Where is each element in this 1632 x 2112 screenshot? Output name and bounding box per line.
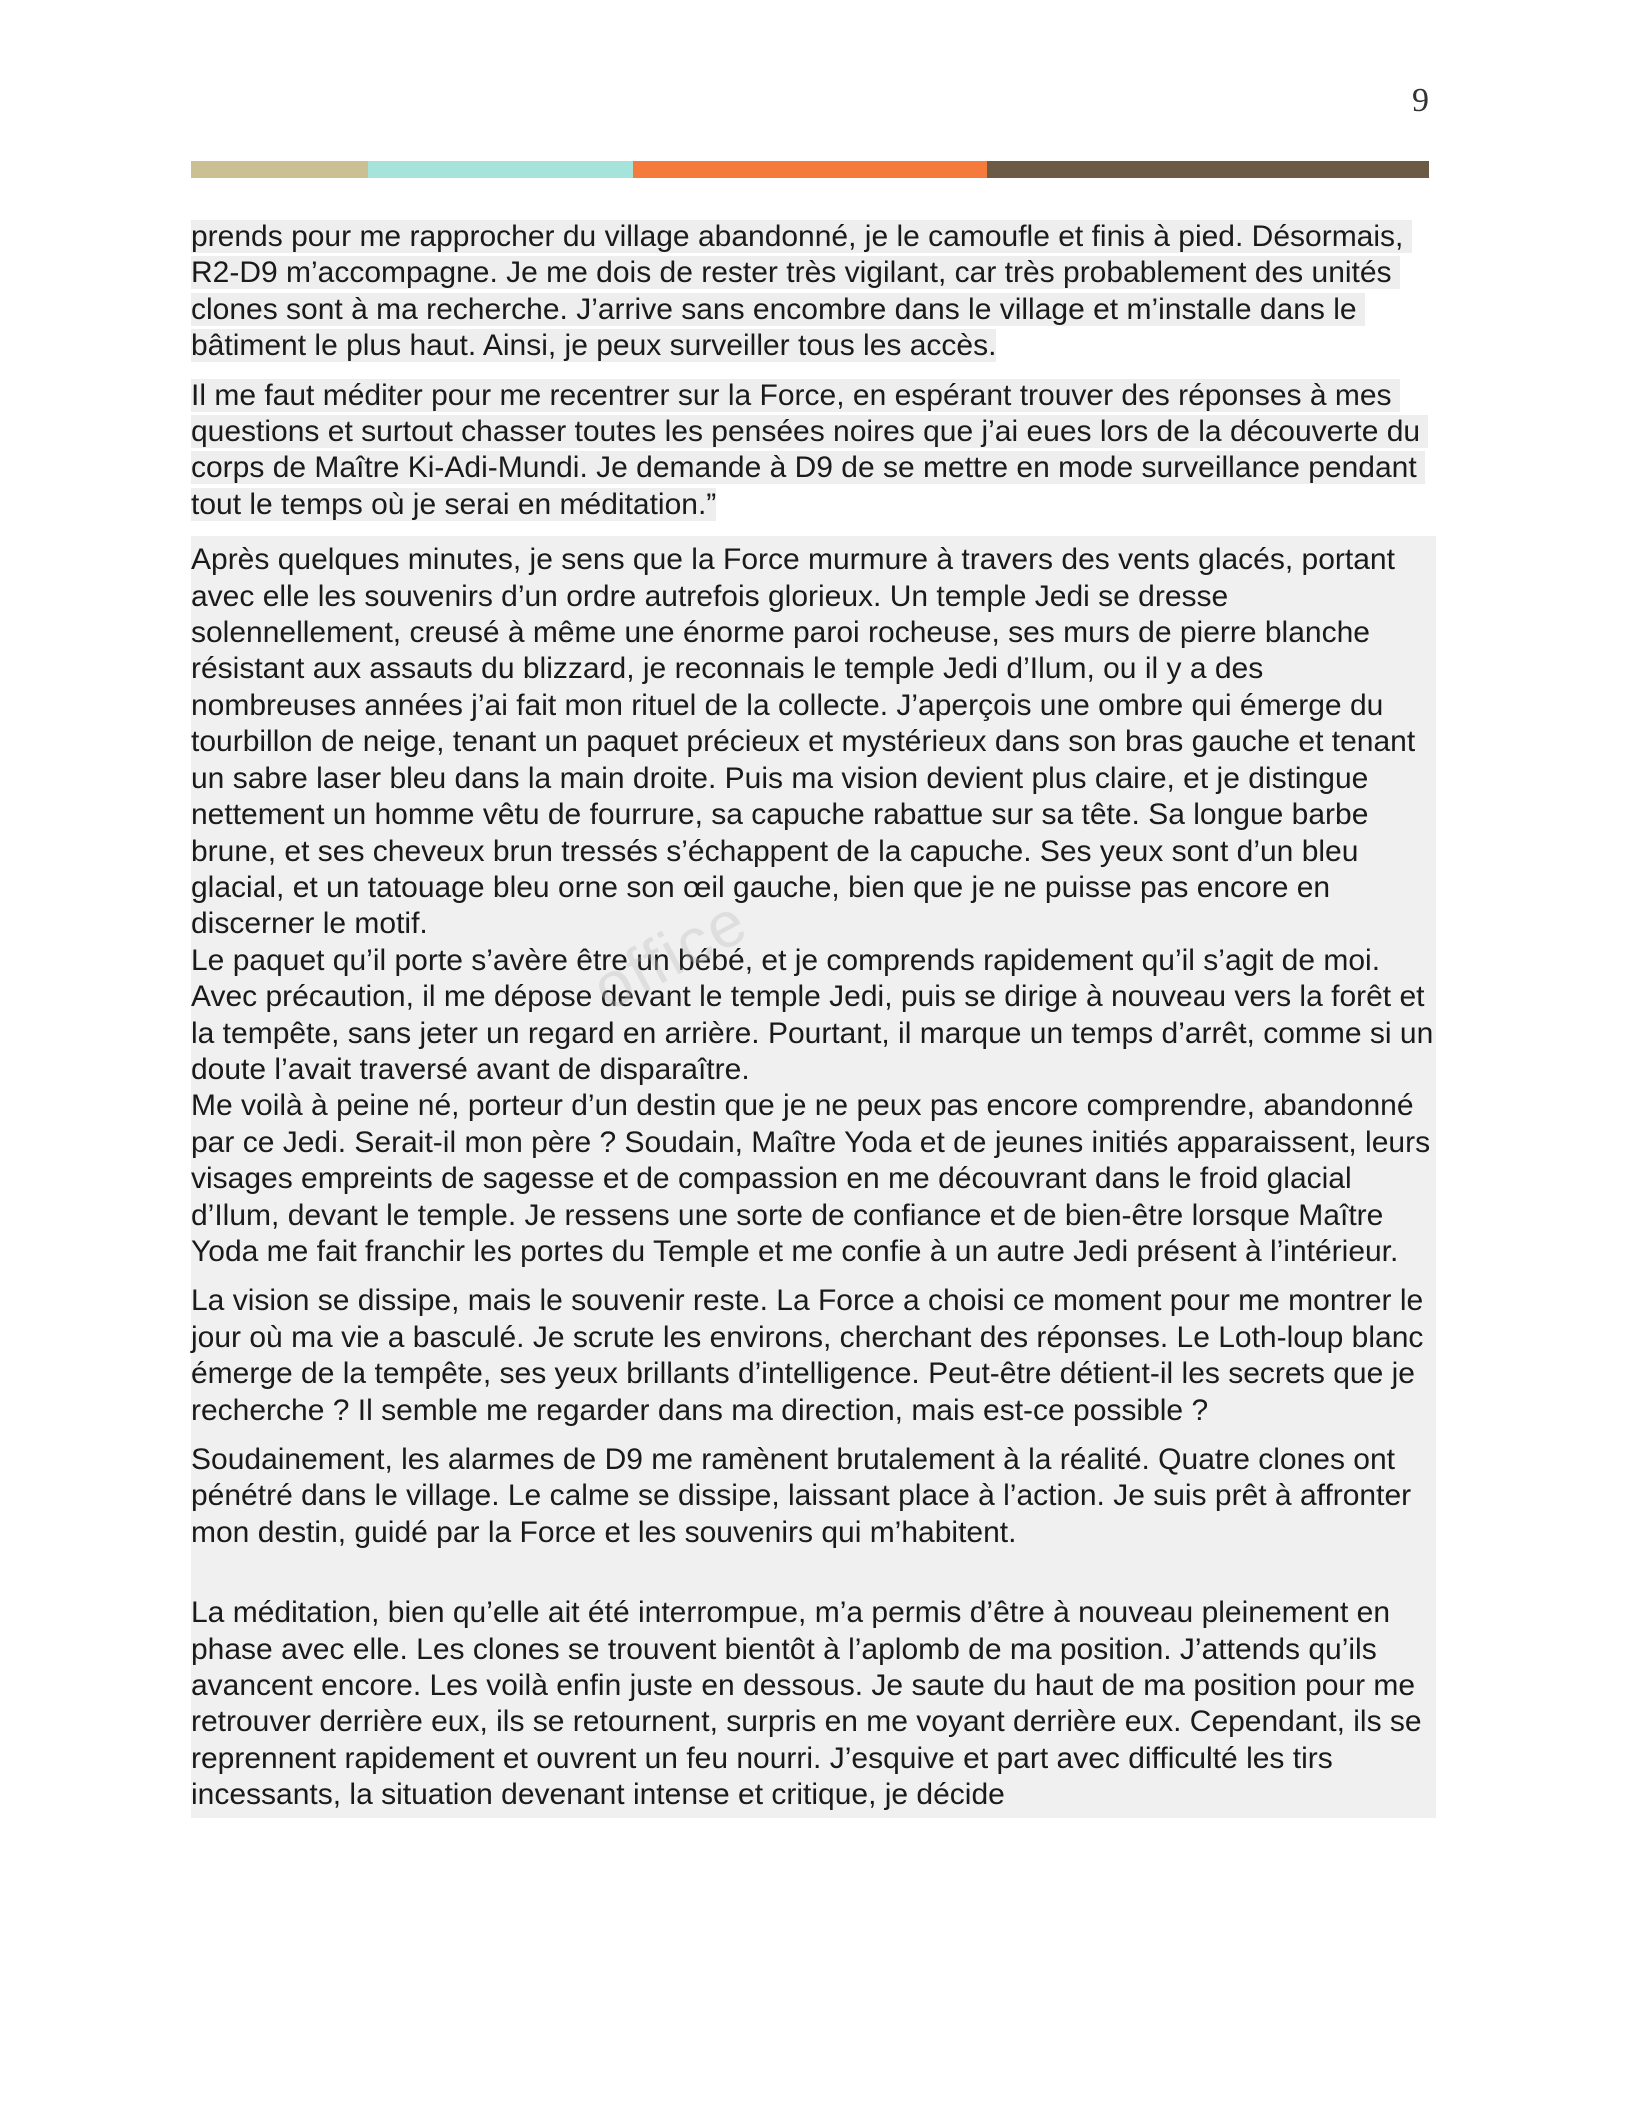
paragraph-vision-3: Me voilà à peine né, porteur d’un destin que je ne peux pas encore comprendre, abandonné par ce Jedi. Serait-il mon père ? Soudain, Maître Yoda et de jeunes initiés apparaissent, leurs visages empreints de sagesse et de compassion en me découvrant dans le froid glacial d’Ilum, devant le temple. Je ressens une sorte de confiance et de bien-être lorsque Maître Yoda me fait franchir les portes du Temple et me confie à un autre Jedi présent à l’intérieur. [191, 1089, 1431, 1268]
page-number: 9 [1412, 82, 1429, 119]
paragraph-alarm: Soudainement, les alarmes de D9 me ramènent brutalement à la réalité. Quatre clones ont pénétré dans le village. Le calme se dissipe, laissant place à l’action. Je suis prêt à affronter mon destin, guidé par la Force et les souvenirs qui m’habitent. [191, 1443, 1412, 1549]
vision-block [191, 536, 1436, 1817]
paragraph-combat: La méditation, bien qu’elle ait été interrompue, m’a permis d’être à nouveau pleinement en phase avec elle. Les clones se trouvent bientôt à l’aplomb de ma position. J’attends qu’ils avancent encore. Les voilà enfin juste en dessous. Je saute du haut de ma position pour me retrouver derrière eux, ils se retournent, surpris en me voyant derrière eux. Cependant, ils se reprennent rapidement et ouvrent un feu nourri. J’esquive et part avec difficulté les tirs incessants, la situation devenant intense et critique, je décide [191, 1596, 1422, 1812]
paragraph-vision-2: Le paquet qu’il porte s’avère être un bébé, et je comprends rapidement qu’il s’agit de moi. Avec précaution, il me dépose devant le temple Jedi, puis se dirige à nouveau vers la forêt et la tempête, sans jeter un regard en arrière. Pourtant, il marque un temps d’arrêt, comme si un doute l’avait traversé avant de disparaître. [191, 943, 1434, 1086]
watermark: office [580, 883, 759, 1025]
header-bar-segment-1 [191, 161, 368, 178]
header-color-bar [191, 161, 1429, 178]
paragraph-spacer [191, 1429, 1436, 1442]
paragraph-vision-4: La vision se dissipe, mais le souvenir reste. La Force a choisi ce moment pour me montrer le jour où ma vie a basculé. Je scrute les environs, cherchant des réponses. Le Loth-loup blanc émerge de la tempête, ses yeux brillants d’intelligence. Peut-être détient-il les secrets que je recherche ? Il semble me regarder dans ma direction, mais est-ce possible ? [191, 1284, 1424, 1427]
paragraph-spacer [191, 1270, 1436, 1283]
paragraph-vision-1: Après quelques minutes, je sens que la Force murmure à travers des vents glacés, portant avec elle les souvenirs d’un ordre autrefois glorieux. Un temple Jedi se dresse solennellement, creusé à même une énorme paroi rocheuse, ses murs de pierre blanche résistant aux assauts du blizzard, je reconnais le temple Jedi d’Ilum, ou il y a des nombreuses années j’ai fait mon rituel de la collecte. J’aperçois une ombre qui émerge du tourbillon de neige, tenant un paquet précieux et mystérieux dans son bras gauche et tenant un sabre laser bleu dans la main droite. Puis ma vision devient plus claire, et je distingue nettement un homme vêtu de fourrure, sa capuche rabattue sur sa tête. Sa longue barbe brune, et ses cheveux brun tressés s’échappent de la capuche. Ses yeux sont d’un bleu glacial, et un tatouage bleu orne son œil gauche, bien que je ne puisse pas encore en discerner le motif. [191, 543, 1416, 941]
header-bar-segment-2 [368, 161, 633, 178]
header-bar-segment-4 [987, 161, 1429, 178]
page-body [191, 219, 1436, 1818]
header-bar-segment-3 [633, 161, 987, 178]
paragraph-intro-2 [191, 378, 1436, 524]
paragraph-intro-2-text: Il me faut méditer pour me recentrer sur la Force, en espérant trouver des réponses à mes questions et surtout chasser toutes les pensées noires que j’ai eues lors de la découverte du corps de Maître Ki-Adi-Mundi. Je demande à D9 de se mettre en mode surveillance pendant tout le temps où je serai en méditation.” [191, 378, 1429, 521]
paragraph-intro-1 [191, 219, 1436, 365]
paragraph-intro-1-text: prends pour me rapprocher du village abandonné, je le camoufle et finis à pied. Désormais, R2-D9 m’accompagne. Je me dois de rester très vigilant, car très probablement des unités clones sont à ma recherche. J’arrive sans encombre dans le village et m’installe dans le bâtiment le plus haut. Ainsi, je peux surveiller tous les accès. [191, 220, 1412, 363]
paragraph-spacer-large [191, 1551, 1436, 1595]
